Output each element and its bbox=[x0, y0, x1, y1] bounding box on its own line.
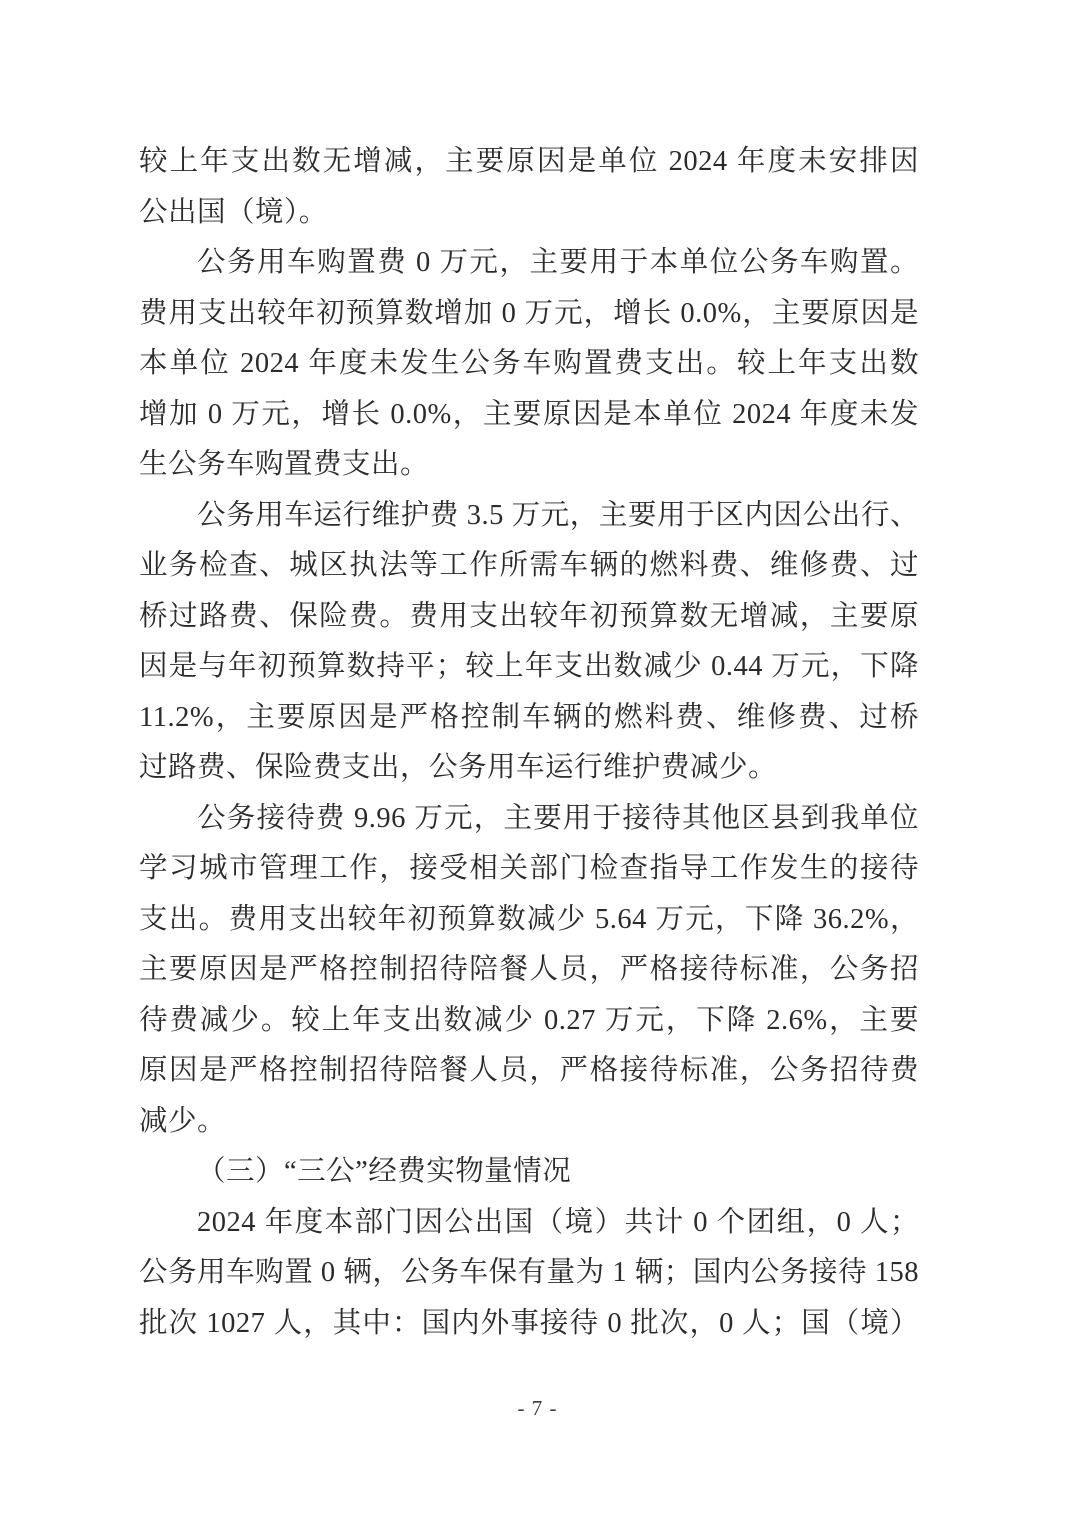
body-text-line: 学习城市管理工作，接受相关部门检查指导工作发生的接待 bbox=[139, 853, 919, 884]
body-text-line: 过路费、保险费支出，公务用车运行维护费减少。 bbox=[139, 752, 778, 783]
body-text-line: 增加 0 万元，增长 0.0%，主要原因是本单位 2024 年度未发 bbox=[139, 398, 919, 430]
body-text-line: 2024 年度本部门因公出国（境）共计 0 个团组，0 人； bbox=[197, 1206, 919, 1238]
body-text-line: 公务接待费 9.96 万元，主要用于接待其他区县到我单位 bbox=[197, 802, 919, 834]
body-text-line: 支出。费用支出较年初预算数减少 5.64 万元，下降 36.2%， bbox=[139, 903, 919, 935]
document-body bbox=[139, 137, 919, 1349]
body-text-line: 批次 1027 人，其中：国内外事接待 0 批次，0 人；国（境） bbox=[139, 1307, 919, 1339]
body-text-line: 11.2%，主要原因是严格控制车辆的燃料费、维修费、过桥 bbox=[139, 701, 919, 733]
page-number: - 7 - bbox=[517, 1396, 558, 1420]
section-heading: （三）“三公”经费实物量情况 bbox=[197, 1156, 572, 1187]
body-text-line: 公务用车购置 0 辆，公务车保有量为 1 辆；国内公务接待 158 bbox=[139, 1257, 919, 1288]
body-text-line: 生公务车购置费支出。 bbox=[139, 449, 430, 480]
body-text-line: 费用支出较年初预算数增加 0 万元，增长 0.0%，主要原因是 bbox=[139, 297, 919, 329]
body-text-line: 较上年支出数无增减，主要原因是单位 2024 年度未安排因 bbox=[139, 146, 919, 177]
body-text-line: 主要原因是严格控制招待陪餐人员，严格接待标准，公务招 bbox=[139, 954, 919, 985]
body-text-line: 因是与年初预算数持平；较上年支出数减少 0.44 万元，下降 bbox=[139, 651, 919, 682]
body-text-line: 公务用车运行维护费 3.5 万元，主要用于区内因公出行、 bbox=[197, 499, 919, 531]
body-text-line: 桥过路费、保险费。费用支出较年初预算数无增减，主要原 bbox=[139, 600, 919, 632]
body-text-line: 本单位 2024 年度未发生公务车购置费支出。较上年支出数 bbox=[139, 348, 919, 379]
body-text-line: 减少。 bbox=[139, 1105, 227, 1137]
body-text-line: 待费减少。较上年支出数减少 0.27 万元，下降 2.6%，主要 bbox=[139, 1004, 919, 1036]
body-text-line: 公出国（境）。 bbox=[139, 196, 328, 228]
body-text-line: 业务检查、城区执法等工作所需车辆的燃料费、维修费、过 bbox=[139, 550, 919, 581]
body-text-line: 原因是严格控制招待陪餐人员，严格接待标准，公务招待费 bbox=[139, 1055, 919, 1086]
body-text-line: 公务用车购置费 0 万元，主要用于本单位公务车购置。 bbox=[197, 247, 919, 278]
